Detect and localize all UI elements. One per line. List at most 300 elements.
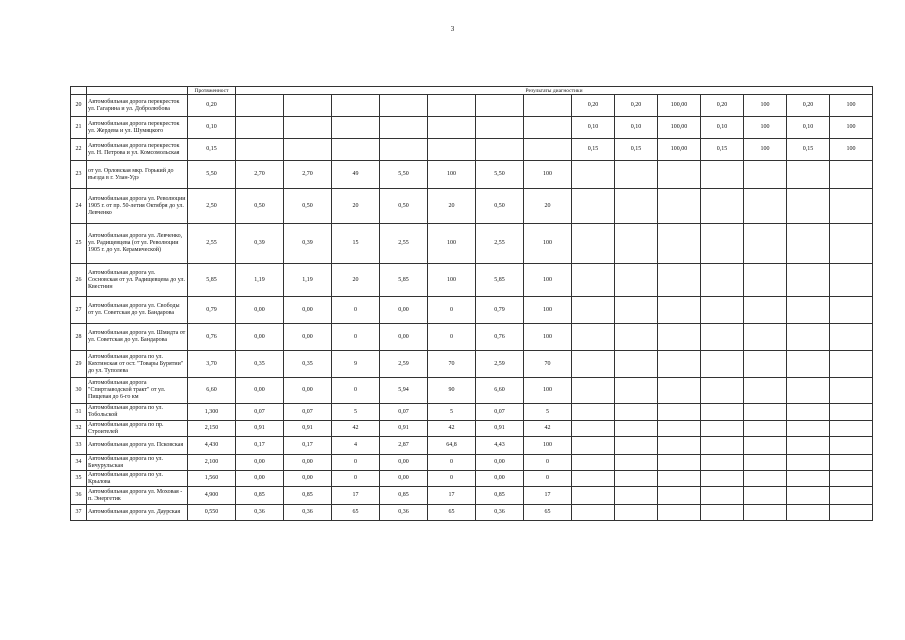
value-cell bbox=[744, 378, 787, 404]
row-number-cell: 31 bbox=[71, 404, 87, 421]
value-cell bbox=[572, 161, 615, 189]
table-row bbox=[71, 95, 873, 117]
value-cell: 100 bbox=[524, 264, 572, 297]
value-cell bbox=[658, 471, 701, 487]
value-cell bbox=[744, 437, 787, 455]
value-cell: 0,50 bbox=[380, 189, 428, 224]
length-cell: 6,60 bbox=[188, 378, 236, 404]
table-row bbox=[71, 378, 873, 404]
value-cell bbox=[658, 161, 701, 189]
value-cell bbox=[615, 351, 658, 378]
value-cell bbox=[787, 189, 830, 224]
value-cell bbox=[572, 351, 615, 378]
value-cell: 0,39 bbox=[284, 224, 332, 264]
value-cell bbox=[284, 117, 332, 139]
value-cell bbox=[830, 161, 873, 189]
table-row bbox=[71, 471, 873, 487]
value-cell: 0,00 bbox=[236, 455, 284, 471]
value-cell: 5,50 bbox=[380, 161, 428, 189]
header-cell-length: Протяженност bbox=[188, 87, 236, 95]
value-cell: 2,59 bbox=[476, 351, 524, 378]
value-cell bbox=[428, 139, 476, 161]
value-cell: 17 bbox=[332, 487, 380, 505]
value-cell: 0,20 bbox=[572, 95, 615, 117]
value-cell bbox=[658, 189, 701, 224]
value-cell: 100 bbox=[428, 224, 476, 264]
value-cell: 0,00 bbox=[380, 455, 428, 471]
value-cell: 0,10 bbox=[615, 117, 658, 139]
value-cell bbox=[744, 297, 787, 324]
value-cell bbox=[284, 139, 332, 161]
value-cell: 5,94 bbox=[380, 378, 428, 404]
value-cell bbox=[615, 487, 658, 505]
length-cell: 3,70 bbox=[188, 351, 236, 378]
value-cell: 0,10 bbox=[572, 117, 615, 139]
value-cell bbox=[658, 455, 701, 471]
value-cell: 0 bbox=[332, 297, 380, 324]
value-cell bbox=[658, 404, 701, 421]
value-cell bbox=[615, 455, 658, 471]
value-cell: 49 bbox=[332, 161, 380, 189]
value-cell bbox=[787, 471, 830, 487]
value-cell bbox=[572, 455, 615, 471]
value-cell: 0 bbox=[332, 471, 380, 487]
value-cell bbox=[830, 351, 873, 378]
table-row bbox=[71, 224, 873, 264]
value-cell: 100 bbox=[744, 117, 787, 139]
length-cell: 4,430 bbox=[188, 437, 236, 455]
value-cell: 100 bbox=[524, 324, 572, 351]
value-cell: 0 bbox=[428, 297, 476, 324]
value-cell: 0,07 bbox=[476, 404, 524, 421]
value-cell bbox=[744, 189, 787, 224]
value-cell: 2,55 bbox=[380, 224, 428, 264]
value-cell bbox=[787, 487, 830, 505]
value-cell: 42 bbox=[332, 421, 380, 437]
value-cell: 2,55 bbox=[476, 224, 524, 264]
value-cell: 100 bbox=[830, 139, 873, 161]
value-cell bbox=[744, 487, 787, 505]
value-cell bbox=[332, 139, 380, 161]
value-cell bbox=[615, 421, 658, 437]
value-cell: 0,00 bbox=[476, 455, 524, 471]
value-cell: 0,39 bbox=[236, 224, 284, 264]
value-cell bbox=[572, 487, 615, 505]
value-cell: 0,17 bbox=[236, 437, 284, 455]
value-cell bbox=[615, 378, 658, 404]
value-cell: 17 bbox=[428, 487, 476, 505]
table-row bbox=[71, 351, 873, 378]
table-row bbox=[71, 117, 873, 139]
value-cell: 0,91 bbox=[236, 421, 284, 437]
value-cell bbox=[787, 404, 830, 421]
value-cell: 0 bbox=[524, 455, 572, 471]
value-cell bbox=[658, 505, 701, 521]
value-cell bbox=[830, 421, 873, 437]
value-cell: 0 bbox=[428, 324, 476, 351]
table-row bbox=[71, 437, 873, 455]
value-cell: 0,76 bbox=[476, 324, 524, 351]
value-cell bbox=[615, 161, 658, 189]
value-cell bbox=[701, 471, 744, 487]
value-cell: 100,00 bbox=[658, 95, 701, 117]
value-cell: 100 bbox=[524, 378, 572, 404]
value-cell: 0,85 bbox=[380, 487, 428, 505]
value-cell bbox=[744, 455, 787, 471]
value-cell: 100,00 bbox=[658, 139, 701, 161]
length-cell: 0,10 bbox=[188, 117, 236, 139]
value-cell bbox=[701, 437, 744, 455]
value-cell: 0,00 bbox=[476, 471, 524, 487]
row-number-cell: 24 bbox=[71, 189, 87, 224]
value-cell: 0 bbox=[428, 455, 476, 471]
value-cell bbox=[615, 404, 658, 421]
row-number-cell: 32 bbox=[71, 421, 87, 437]
value-cell bbox=[701, 189, 744, 224]
value-cell bbox=[830, 264, 873, 297]
length-cell: 2,55 bbox=[188, 224, 236, 264]
value-cell: 2,70 bbox=[236, 161, 284, 189]
table-row bbox=[71, 455, 873, 471]
value-cell bbox=[615, 264, 658, 297]
length-cell: 4,900 bbox=[188, 487, 236, 505]
row-number-cell: 37 bbox=[71, 505, 87, 521]
road-name-cell: от ул. Орловская мкр. Горький до въезда в г. Улан-Удэ bbox=[87, 161, 188, 189]
value-cell bbox=[744, 351, 787, 378]
value-cell bbox=[380, 117, 428, 139]
road-name-cell: Автомобильная дорога "Спиртзаводской тракт" от ул. Пищевая до 6-го км bbox=[87, 378, 188, 404]
value-cell bbox=[284, 95, 332, 117]
value-cell bbox=[658, 351, 701, 378]
value-cell bbox=[744, 224, 787, 264]
header-cell-number bbox=[71, 87, 87, 95]
value-cell: 5,85 bbox=[476, 264, 524, 297]
length-cell: 0,79 bbox=[188, 297, 236, 324]
value-cell bbox=[615, 324, 658, 351]
value-cell bbox=[658, 421, 701, 437]
value-cell bbox=[476, 139, 524, 161]
value-cell: 0,00 bbox=[284, 378, 332, 404]
length-cell: 0,15 bbox=[188, 139, 236, 161]
value-cell bbox=[787, 224, 830, 264]
value-cell bbox=[701, 487, 744, 505]
value-cell bbox=[572, 437, 615, 455]
value-cell: 5,85 bbox=[380, 264, 428, 297]
row-number-cell: 23 bbox=[71, 161, 87, 189]
value-cell bbox=[380, 95, 428, 117]
value-cell: 20 bbox=[332, 264, 380, 297]
table-row bbox=[71, 264, 873, 297]
value-cell bbox=[701, 351, 744, 378]
header-cell-name bbox=[87, 87, 188, 95]
value-cell: 100 bbox=[524, 161, 572, 189]
value-cell: 0,00 bbox=[284, 471, 332, 487]
value-cell: 0,15 bbox=[615, 139, 658, 161]
value-cell: 1,19 bbox=[236, 264, 284, 297]
value-cell bbox=[658, 324, 701, 351]
value-cell bbox=[236, 95, 284, 117]
road-name-cell: Автомобильная дорога по ул. Тобольской bbox=[87, 404, 188, 421]
length-cell: 0,550 bbox=[188, 505, 236, 521]
value-cell: 0,00 bbox=[284, 324, 332, 351]
value-cell bbox=[701, 224, 744, 264]
value-cell bbox=[830, 189, 873, 224]
value-cell: 5 bbox=[524, 404, 572, 421]
value-cell: 0,91 bbox=[476, 421, 524, 437]
value-cell bbox=[787, 297, 830, 324]
length-cell: 1,300 bbox=[188, 404, 236, 421]
value-cell: 6,60 bbox=[476, 378, 524, 404]
value-cell: 0,00 bbox=[284, 297, 332, 324]
value-cell: 0,00 bbox=[380, 324, 428, 351]
value-cell: 0,20 bbox=[615, 95, 658, 117]
value-cell bbox=[787, 378, 830, 404]
value-cell bbox=[787, 421, 830, 437]
value-cell bbox=[615, 189, 658, 224]
road-name-cell: Автомобильная дорога по ул. Кяхтинская от ост. "Товары Бурятии" до ул. Туполева bbox=[87, 351, 188, 378]
value-cell bbox=[787, 161, 830, 189]
value-cell: 0,00 bbox=[236, 324, 284, 351]
value-cell: 0,10 bbox=[787, 117, 830, 139]
road-name-cell: Автомобильная дорога по пр. Строителей bbox=[87, 421, 188, 437]
value-cell bbox=[524, 139, 572, 161]
road-name-cell: Автомобильная дорога по ул. Крылова bbox=[87, 471, 188, 487]
value-cell bbox=[830, 378, 873, 404]
value-cell: 0 bbox=[332, 378, 380, 404]
value-cell: 0,36 bbox=[476, 505, 524, 521]
road-name-cell: Автомобильная дорога перекресток ул. Жердева и ул. Шумяцкого bbox=[87, 117, 188, 139]
value-cell bbox=[701, 505, 744, 521]
value-cell: 0,00 bbox=[236, 378, 284, 404]
value-cell: 0,35 bbox=[236, 351, 284, 378]
value-cell: 2,59 bbox=[380, 351, 428, 378]
value-cell bbox=[236, 117, 284, 139]
value-cell: 100 bbox=[524, 224, 572, 264]
value-cell: 5 bbox=[332, 404, 380, 421]
value-cell bbox=[787, 324, 830, 351]
value-cell: 100 bbox=[744, 95, 787, 117]
value-cell: 0,07 bbox=[380, 404, 428, 421]
row-number-cell: 33 bbox=[71, 437, 87, 455]
value-cell: 70 bbox=[524, 351, 572, 378]
length-cell: 0,20 bbox=[188, 95, 236, 117]
value-cell bbox=[658, 264, 701, 297]
value-cell bbox=[476, 117, 524, 139]
value-cell bbox=[787, 505, 830, 521]
value-cell: 0,91 bbox=[380, 421, 428, 437]
value-cell: 0,15 bbox=[701, 139, 744, 161]
value-cell bbox=[615, 505, 658, 521]
value-cell: 5 bbox=[428, 404, 476, 421]
road-name-cell: Автомобильная дорога перекресток ул. Гагарина и ул. Добролюбова bbox=[87, 95, 188, 117]
diagnostics-table bbox=[70, 86, 873, 521]
value-cell bbox=[701, 264, 744, 297]
value-cell: 100 bbox=[524, 437, 572, 455]
value-cell bbox=[830, 297, 873, 324]
value-cell bbox=[332, 95, 380, 117]
value-cell: 17 bbox=[524, 487, 572, 505]
value-cell: 4 bbox=[332, 437, 380, 455]
row-number-cell: 34 bbox=[71, 455, 87, 471]
value-cell: 0,85 bbox=[476, 487, 524, 505]
row-number-cell: 30 bbox=[71, 378, 87, 404]
length-cell: 2,50 bbox=[188, 189, 236, 224]
road-name-cell: Автомобильная дорога ул. Моховая - п. Энергетик bbox=[87, 487, 188, 505]
road-name-cell: Автомобильная дорога ул. Даурская bbox=[87, 505, 188, 521]
value-cell bbox=[524, 95, 572, 117]
road-name-cell: Автомобильная дорога ул. Псковская bbox=[87, 437, 188, 455]
value-cell bbox=[830, 505, 873, 521]
length-cell: 5,85 bbox=[188, 264, 236, 297]
value-cell: 0,00 bbox=[284, 455, 332, 471]
road-name-cell: Автомобильная дорога ул. Шмидта от ул. Советская до ул. Бандарова bbox=[87, 324, 188, 351]
value-cell bbox=[380, 139, 428, 161]
value-cell: 90 bbox=[428, 378, 476, 404]
length-cell: 2,100 bbox=[188, 455, 236, 471]
value-cell: 0,91 bbox=[284, 421, 332, 437]
value-cell bbox=[615, 297, 658, 324]
value-cell: 0,50 bbox=[476, 189, 524, 224]
value-cell: 0,07 bbox=[236, 404, 284, 421]
value-cell: 0,10 bbox=[701, 117, 744, 139]
value-cell: 0,00 bbox=[380, 471, 428, 487]
value-cell: 20 bbox=[524, 189, 572, 224]
value-cell: 42 bbox=[428, 421, 476, 437]
value-cell: 9 bbox=[332, 351, 380, 378]
value-cell bbox=[572, 297, 615, 324]
road-name-cell: Автомобильная дорога перекресток ул. Н. Петрова и ул. Комсомольская bbox=[87, 139, 188, 161]
length-cell: 1,560 bbox=[188, 471, 236, 487]
road-name-cell: Автомобильная дорога ул. Сосновская от ул. Радищевцева до ул. Квестнин bbox=[87, 264, 188, 297]
value-cell bbox=[744, 324, 787, 351]
value-cell bbox=[701, 324, 744, 351]
length-cell: 0,76 bbox=[188, 324, 236, 351]
value-cell bbox=[830, 455, 873, 471]
value-cell bbox=[744, 471, 787, 487]
value-cell bbox=[744, 404, 787, 421]
row-number-cell: 36 bbox=[71, 487, 87, 505]
value-cell bbox=[830, 224, 873, 264]
value-cell: 0,50 bbox=[284, 189, 332, 224]
value-cell bbox=[830, 437, 873, 455]
value-cell bbox=[701, 378, 744, 404]
value-cell: 0,07 bbox=[284, 404, 332, 421]
value-cell: 100,00 bbox=[658, 117, 701, 139]
table-row bbox=[71, 189, 873, 224]
value-cell bbox=[572, 224, 615, 264]
row-number-cell: 26 bbox=[71, 264, 87, 297]
value-cell bbox=[658, 297, 701, 324]
row-number-cell: 29 bbox=[71, 351, 87, 378]
length-cell: 5,50 bbox=[188, 161, 236, 189]
value-cell: 0,36 bbox=[236, 505, 284, 521]
road-name-cell: Автомобильная дорога по ул. Бичурульская bbox=[87, 455, 188, 471]
value-cell bbox=[701, 455, 744, 471]
value-cell: 0,35 bbox=[284, 351, 332, 378]
value-cell: 0,00 bbox=[236, 297, 284, 324]
value-cell bbox=[787, 264, 830, 297]
table-row bbox=[71, 297, 873, 324]
value-cell bbox=[572, 404, 615, 421]
row-number-cell: 28 bbox=[71, 324, 87, 351]
value-cell bbox=[615, 471, 658, 487]
value-cell: 0,79 bbox=[476, 297, 524, 324]
value-cell bbox=[658, 437, 701, 455]
value-cell: 0,85 bbox=[284, 487, 332, 505]
value-cell: 100 bbox=[524, 297, 572, 324]
value-cell: 0 bbox=[524, 471, 572, 487]
value-cell bbox=[615, 437, 658, 455]
value-cell: 64,8 bbox=[428, 437, 476, 455]
value-cell: 100 bbox=[428, 264, 476, 297]
value-cell: 0 bbox=[428, 471, 476, 487]
row-number-cell: 22 bbox=[71, 139, 87, 161]
value-cell: 15 bbox=[332, 224, 380, 264]
value-cell: 42 bbox=[524, 421, 572, 437]
value-cell: 0,15 bbox=[787, 139, 830, 161]
value-cell bbox=[701, 297, 744, 324]
table-row bbox=[71, 139, 873, 161]
value-cell: 100 bbox=[830, 95, 873, 117]
value-cell: 0,20 bbox=[701, 95, 744, 117]
table-row bbox=[71, 161, 873, 189]
value-cell bbox=[332, 117, 380, 139]
value-cell: 1,19 bbox=[284, 264, 332, 297]
value-cell bbox=[524, 117, 572, 139]
value-cell bbox=[428, 95, 476, 117]
value-cell: 0,20 bbox=[787, 95, 830, 117]
value-cell: 2,87 bbox=[380, 437, 428, 455]
value-cell: 0,00 bbox=[236, 471, 284, 487]
row-number-cell: 27 bbox=[71, 297, 87, 324]
value-cell bbox=[744, 161, 787, 189]
value-cell bbox=[428, 117, 476, 139]
page-number: 3 bbox=[450, 25, 455, 33]
value-cell: 20 bbox=[428, 189, 476, 224]
value-cell: 0,36 bbox=[380, 505, 428, 521]
value-cell bbox=[787, 351, 830, 378]
value-cell: 0,17 bbox=[284, 437, 332, 455]
value-cell bbox=[701, 421, 744, 437]
header-cell-results: Результаты диагностики bbox=[236, 87, 873, 95]
value-cell bbox=[572, 378, 615, 404]
road-name-cell: Автомобильная дорога ул. Свободы от ул. Советская до ул. Бандарова bbox=[87, 297, 188, 324]
value-cell: 65 bbox=[524, 505, 572, 521]
value-cell: 0 bbox=[332, 455, 380, 471]
value-cell: 0,00 bbox=[380, 297, 428, 324]
road-name-cell: Автомобильная дорога ул. Левченко, ул. Радищевцева (от ул. Революции 1905 г. до ул. Керамической) bbox=[87, 224, 188, 264]
row-number-cell: 20 bbox=[71, 95, 87, 117]
value-cell bbox=[744, 421, 787, 437]
value-cell: 0,50 bbox=[236, 189, 284, 224]
value-cell bbox=[476, 95, 524, 117]
value-cell bbox=[744, 264, 787, 297]
value-cell bbox=[701, 161, 744, 189]
value-cell: 0,85 bbox=[236, 487, 284, 505]
value-cell bbox=[701, 404, 744, 421]
table-row bbox=[71, 421, 873, 437]
table-row bbox=[71, 505, 873, 521]
value-cell: 100 bbox=[744, 139, 787, 161]
value-cell bbox=[236, 139, 284, 161]
value-cell bbox=[572, 189, 615, 224]
value-cell: 5,50 bbox=[476, 161, 524, 189]
value-cell bbox=[787, 437, 830, 455]
value-cell bbox=[830, 324, 873, 351]
value-cell bbox=[572, 421, 615, 437]
value-cell bbox=[572, 264, 615, 297]
row-number-cell: 25 bbox=[71, 224, 87, 264]
